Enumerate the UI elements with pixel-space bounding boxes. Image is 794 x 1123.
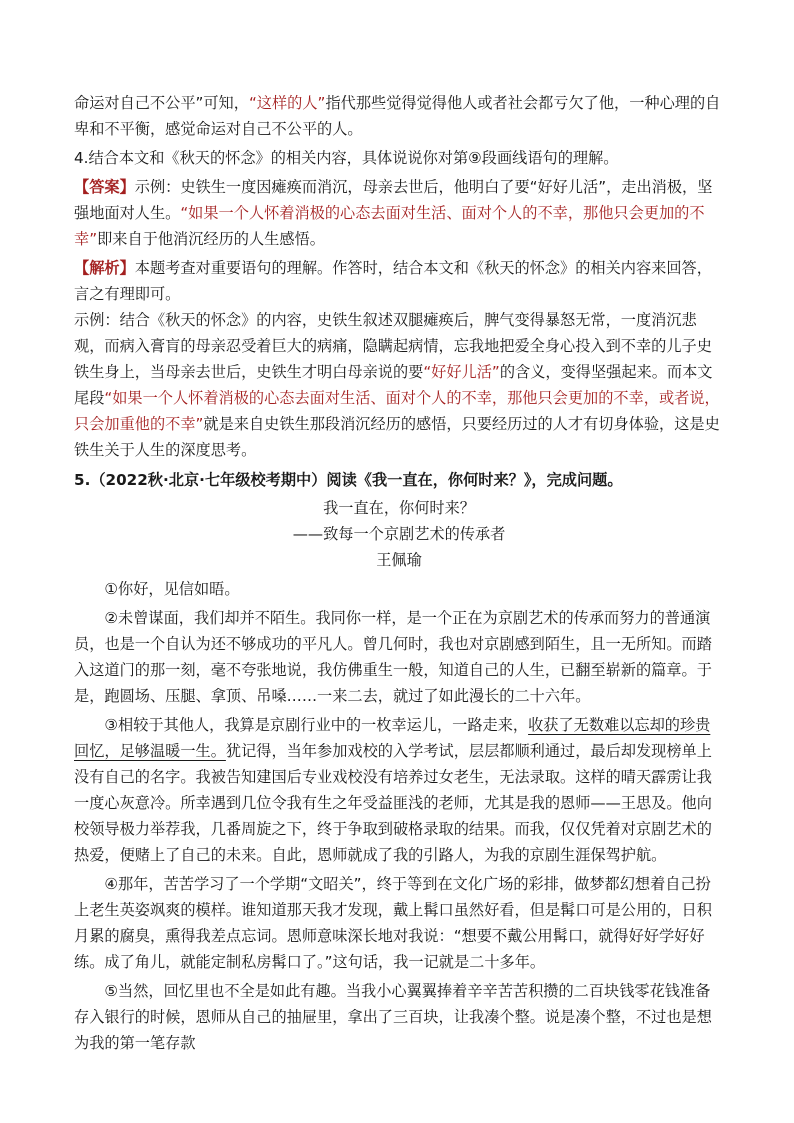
p3-pre: ③相较于其他人，我算是京剧行业中的一枚幸运儿，一路走来， [104, 716, 529, 734]
answer-text-1: 示例：史铁生一度因瘫痪而消沉，母亲去世后，他明白了要“好好儿活”，走出消极，坚强地面对人生。 [74, 178, 713, 222]
p3-post: 犹记得，当年参加戏校的入学考试，层层都顺利通过，最后却发现榜单上没有自己的名字。我被告知建国后专业戏校没有培养过女老生，无法录取。这样的晴天霹雳让我一度心灰意冷。所幸遇到几位令我有生之年受益匪浅的老师，尤其是我的恩师——王思及。他向校领导极力举荐我，几番周旋之下，终于争取到破格录取的结果。而我，仅仅凭着对京剧艺术的热爱，便赌上了自己的未来。自此，恩师就成了我的引路人，为我的京剧生涯保驾护航。 [74, 742, 712, 864]
analysis-text: 本题考查对重要语句的理解。作答时，结合本文和《秋天的怀念》的相关内容来回答，言之有理即可。 [74, 259, 712, 303]
q4-answer [74, 174, 724, 252]
q5-heading: 5.（2022秋·北京·七年级校考期中）阅读《我一直在，你何时来？》，完成问题。 [74, 471, 623, 489]
document-content [74, 90, 724, 1056]
q4-analysis [74, 255, 724, 307]
example-mid: 的含义，变得坚强起来。而本文尾段 [74, 363, 713, 407]
answer-text-2: 即来自于他消沉经历的人生感悟。 [97, 230, 325, 248]
p3-underlined-sentence: 收获了无数难以忘却的珍贵回忆，足够温暖一生。 [74, 716, 711, 760]
example-pre: 示例：结合《秋天的怀念》的内容，史铁生叙述双腿瘫痪后，脾气变得暴怒无常，一度消沉悲观，而病入膏肓的母亲忍受着巨大的病痛，隐瞒起病情，忘我地把爱全身心投入到不幸的儿子史铁生身上，当母亲去世后，史铁生才明白母亲说的要 [74, 311, 712, 381]
article-subtitle: ——致每一个京剧艺术的传承者 [292, 525, 506, 543]
analysis-ending-paragraph [74, 90, 724, 142]
q4-question: 4.结合本文和《秋天的怀念》的相关内容，具体说说你对第⑨段画线语句的理解。 [74, 149, 619, 167]
article-title-block [74, 495, 724, 573]
article-paragraph-5: ⑤当然，回忆里也不全是如此有趣。当我小心翼翼捧着辛辛苦苦积攒的二百块钱零花钱准备存入银行的时候，恩师从自己的抽屉里，拿出了三百块，让我凑个整。说是凑个整，不过也是想为我的第一笔存款 [74, 982, 712, 1052]
analysis-ending-quote: “这样的人” [248, 94, 326, 112]
article-paragraph-1: ①你好，见信如晤。 [104, 580, 240, 598]
article-paragraph-4: ④那年，苦苦学习了一个学期“文昭关”，终于等到在文化广场的彩排，做梦都幻想着自己扮上老生英姿飒爽的模样。谁知道那天我才发现，戴上髯口虽然好看，但是髯口可是公用的，日积月累的腐臭，熏得我差点忘词。恩师意味深长地对我说：“想要不戴公用髯口，就得好好学好好练。成了角儿，就能定制私房髯口了。”这句话，我一记就是二十多年。 [74, 875, 712, 971]
analysis-tag: 【解析】 [74, 259, 135, 277]
analysis-ending-post: 指代那些觉得觉得他人或者社会都亏欠了他，一种心理的自卑和不平衡，感觉命运对自己不公平的人。 [74, 94, 721, 138]
article-author: 王佩瑜 [376, 551, 422, 569]
q4-example [74, 307, 724, 463]
article-paragraph-2: ②未曾谋面，我们却并不陌生。我同你一样，是一个正在为京剧艺术的传承而努力的普通演员，也是一个自认为还不够成功的平凡人。曾几何时，我也对京剧感到陌生，且一无所知。而踏入这道门的那一刻，毫不夸张地说，我仿佛重生一般，知道自己的人生，已翻至崭新的篇章。于是，跑圆场、压腿、拿顶、吊嗓……一来二去，就过了如此漫长的二十六年。 [74, 609, 712, 705]
answer-tag: 【答案】 [74, 178, 135, 196]
article-title: 我一直在，你何时来？ [323, 499, 475, 517]
example-quote-2: “如果一个人怀着消极的心态去面对生活、面对个人的不幸，那他只会更加的不幸，或者说，只会加重他的不幸” [74, 389, 720, 433]
example-post: 就是来自史铁生那段消沉经历的感悟，只要经历过的人才有切身体验，这是史铁生关于人生的深度思考。 [74, 415, 720, 459]
example-quote-1: “好好儿活” [423, 363, 500, 381]
article-paragraph-3 [74, 712, 724, 868]
analysis-ending-pre: 命运对自己不公平”可知， [74, 94, 249, 112]
answer-quote: “如果一个人怀着消极的心态去面对生活、面对个人的不幸，那他只会更加的不幸” [74, 204, 705, 248]
